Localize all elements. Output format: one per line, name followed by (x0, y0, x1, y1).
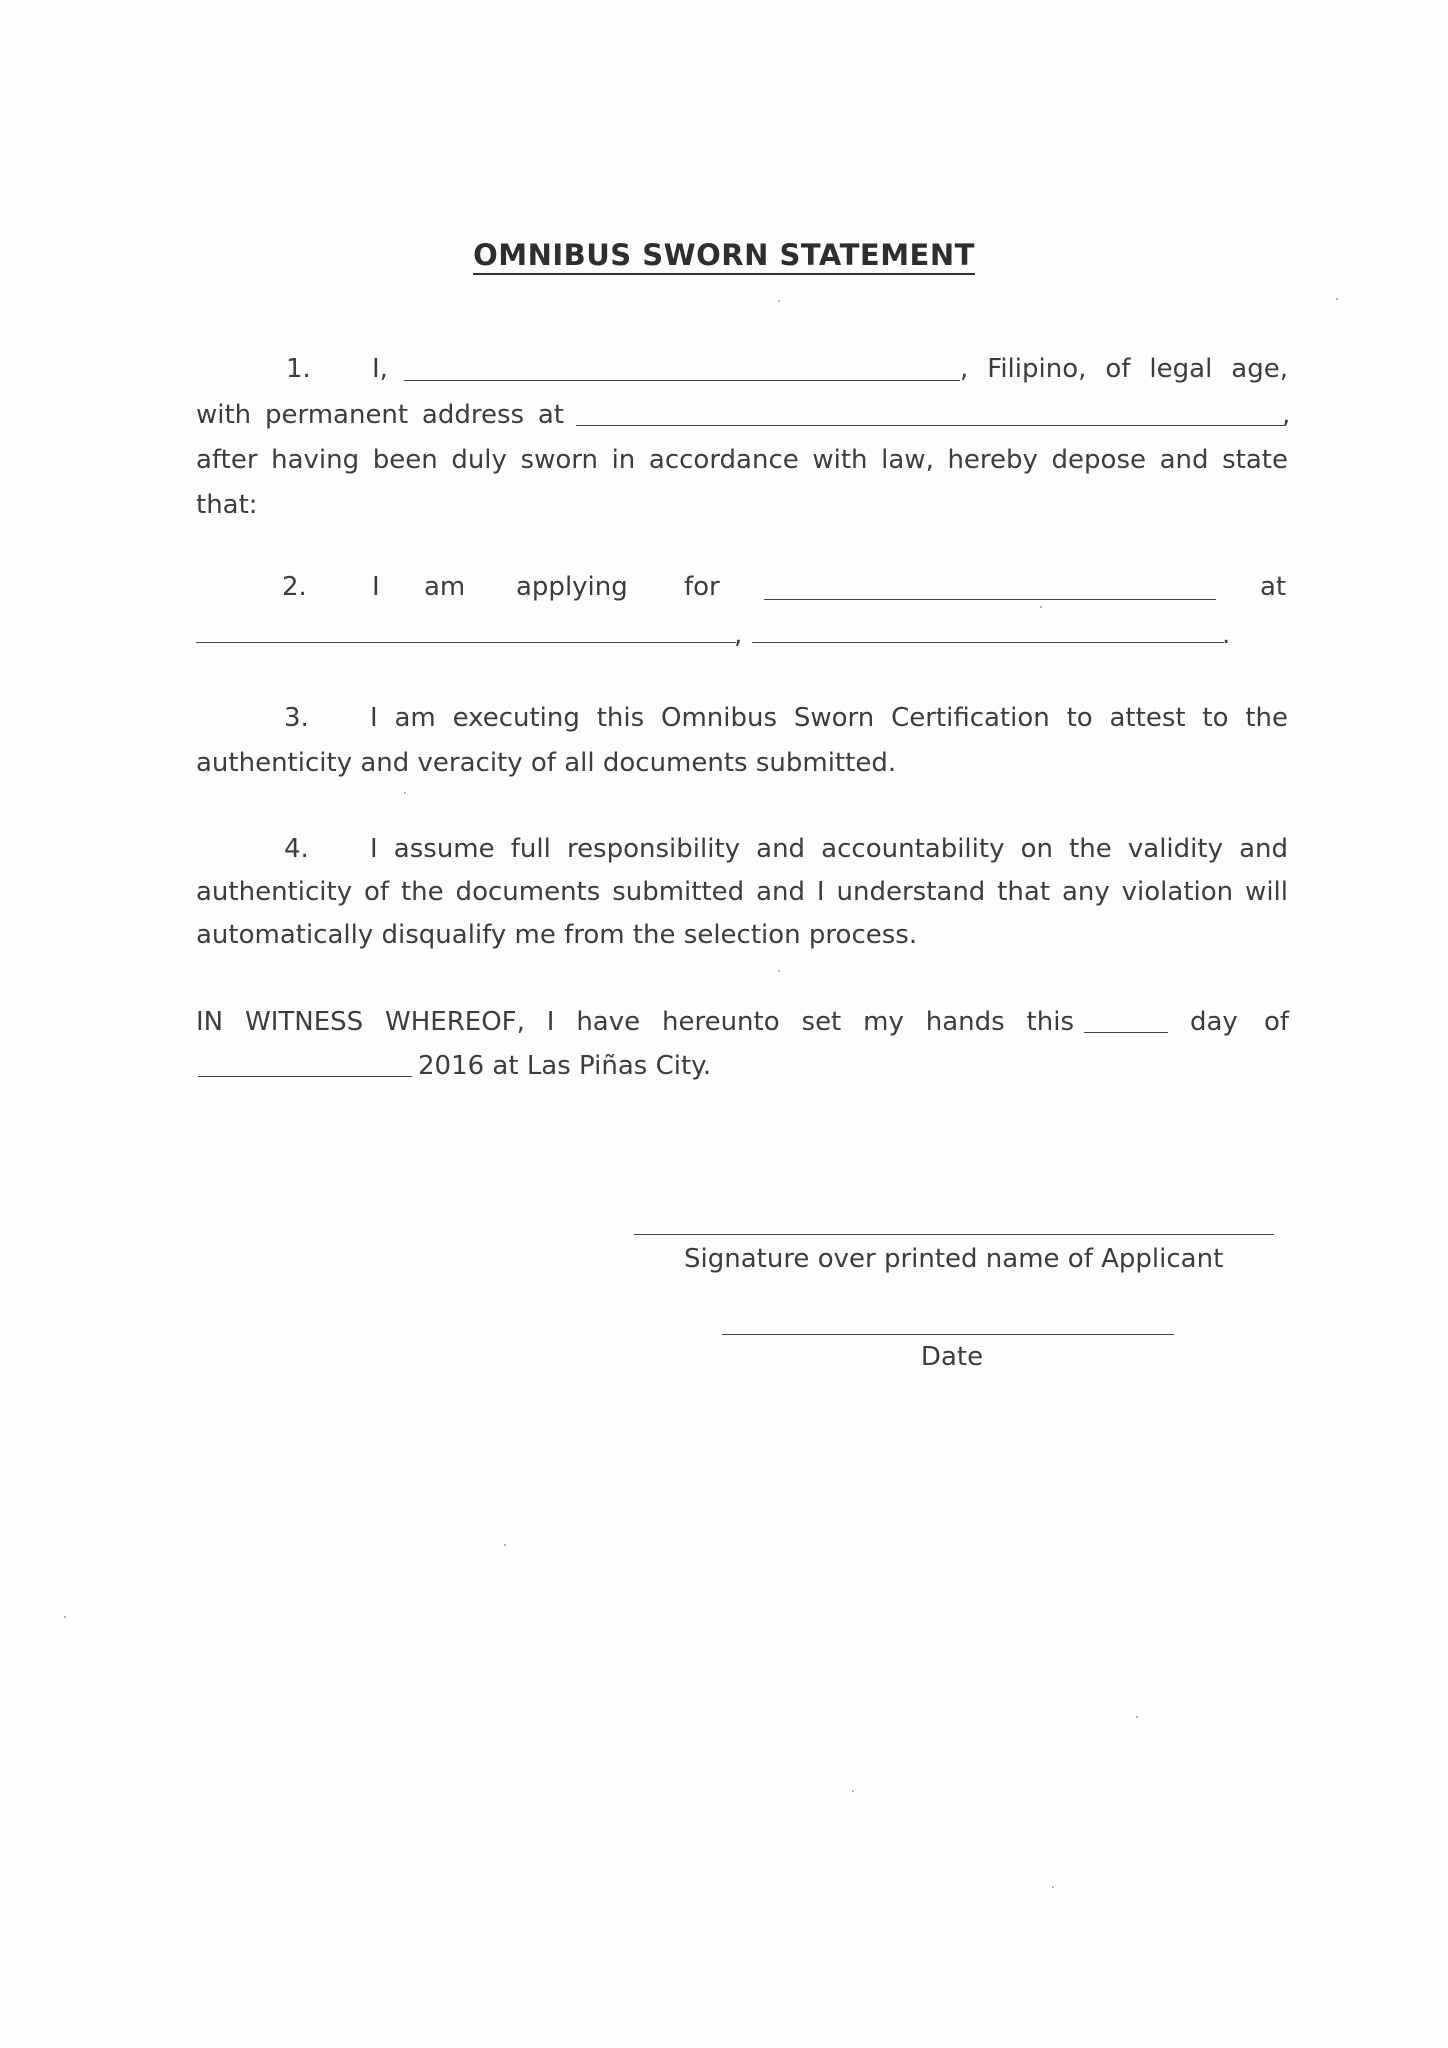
para3-line2: authenticity and veracity of all documents submitted. (196, 748, 897, 778)
para1-address-label: with permanent address at (196, 400, 564, 430)
para2-word-for: for (684, 572, 720, 602)
para2-number: 2. (282, 572, 307, 602)
document-title (0, 238, 1448, 272)
date-line[interactable] (722, 1334, 1174, 1335)
para2-word-i: I (372, 572, 380, 602)
para3-line1: I am executing this Omnibus Sworn Certification to attest to the (370, 703, 1288, 733)
witness-line1: IN WITNESS WHEREOF, I have hereunto set my hands this (196, 1007, 1074, 1037)
date-caption: Date (920, 1342, 984, 1372)
scan-speck (852, 1790, 854, 1792)
para3-number: 3. (284, 703, 309, 733)
para1-after-name: , Filipino, of legal age, (960, 354, 1288, 384)
para1-line3: after having been duly sworn in accordance with law, hereby depose and state (196, 445, 1288, 475)
scan-speck (504, 1544, 506, 1546)
witness-of: of (1264, 1007, 1290, 1037)
para2-word-am: am (424, 572, 466, 602)
applicant-name-blank[interactable] (404, 380, 960, 381)
para1-line4: that: (196, 490, 258, 520)
para2-comma: , (734, 620, 743, 650)
document-title-text: OMNIBUS SWORN STATEMENT (473, 238, 975, 275)
para2-period: . (1222, 620, 1231, 650)
witness-day: day (1190, 1007, 1238, 1037)
scan-speck (778, 300, 780, 302)
office-blank[interactable] (196, 642, 736, 643)
para2-word-at: at (1260, 572, 1287, 602)
signature-caption: Signature over printed name of Applicant (684, 1244, 1224, 1274)
para4-line3: automatically disqualify me from the selection process. (196, 920, 918, 950)
scan-speck (1040, 606, 1042, 608)
para1-address-comma: , (1282, 400, 1291, 430)
position-applied-blank[interactable] (764, 599, 1216, 600)
scan-speck (404, 792, 406, 794)
permanent-address-blank[interactable] (576, 425, 1284, 426)
para4-line2: authenticity of the documents submitted and I understand that any violation will (196, 877, 1288, 907)
scan-speck (1336, 298, 1338, 300)
scan-speck (64, 1616, 66, 1618)
para1-pronoun: I, (372, 354, 388, 384)
signature-line[interactable] (634, 1234, 1274, 1235)
para4-number: 4. (284, 834, 309, 864)
para1-number: 1. (286, 354, 311, 384)
para2-word-applying: applying (516, 572, 628, 602)
para4-line1: I assume full responsibility and accountability on the validity and (370, 834, 1288, 864)
scan-speck (778, 970, 780, 972)
day-blank[interactable] (1084, 1032, 1168, 1033)
month-blank[interactable] (198, 1076, 412, 1077)
witness-line2: 2016 at Las Piñas City. (418, 1051, 712, 1081)
scan-speck (1052, 1886, 1054, 1888)
location-blank[interactable] (752, 642, 1224, 643)
scan-speck (1136, 1716, 1138, 1718)
